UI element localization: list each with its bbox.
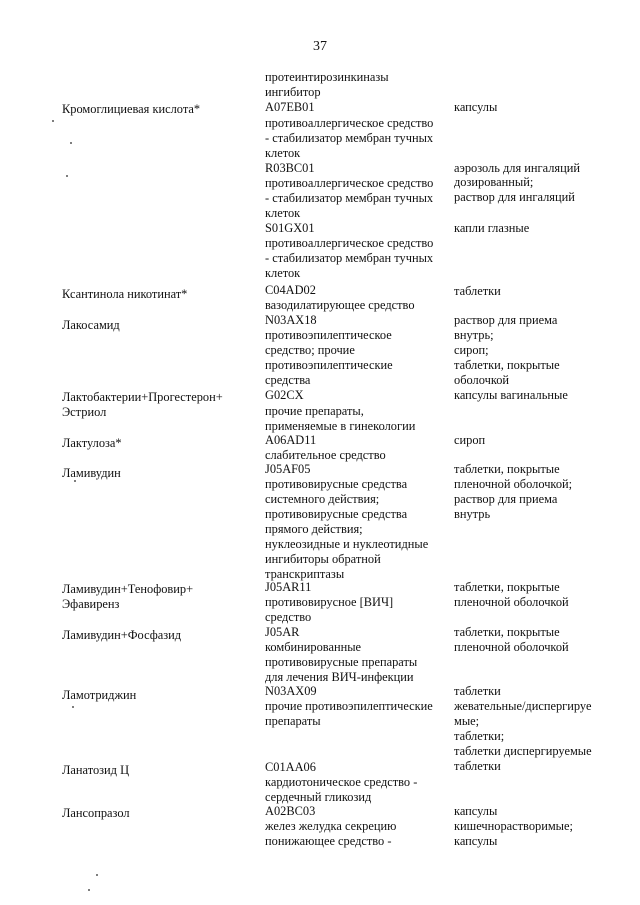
pharmacological-group: препараты <box>265 714 321 728</box>
atc-code: J05AR11 <box>265 580 312 594</box>
dosage-form: мые; <box>454 714 480 728</box>
drug-name: Ксантинола никотинат* <box>62 287 188 301</box>
dosage-form: дозированный; <box>454 175 534 189</box>
dosage-form: внутрь; <box>454 328 494 342</box>
pharmacological-group: средства <box>265 373 311 387</box>
dosage-form: капсулы <box>454 100 498 114</box>
pharmacological-group: противоаллергическое средство <box>265 176 434 190</box>
atc-code: A02BC03 <box>265 804 316 818</box>
pharmacological-group: клеток <box>265 206 301 220</box>
page-number: 37 <box>313 39 327 54</box>
atc-code: J05AF05 <box>265 462 311 476</box>
pharmacological-group: противоаллергическое средство <box>265 236 434 250</box>
drug-name: Ламивудин+Тенофовир+ <box>62 582 194 596</box>
pharmacological-group: противоэпилептическое <box>265 328 392 342</box>
pharmacological-group: прямого действия; <box>265 522 363 536</box>
atc-code: C01AA06 <box>265 760 316 774</box>
atc-code: A07EB01 <box>265 100 315 114</box>
dosage-form: жевательные/диспергируе <box>454 699 592 713</box>
pharmacological-group: противоэпилептические <box>265 358 393 372</box>
drug-name: Лансопразол <box>62 806 130 820</box>
pharmacological-group: противовирусные средства <box>265 507 408 521</box>
drug-name: Лактулоза* <box>62 436 122 450</box>
dosage-form: раствор для ингаляций <box>454 190 575 204</box>
atc-code: J05AR <box>265 625 300 639</box>
pharmacological-group: кардиотоническое средство - <box>265 775 418 789</box>
dosage-form: таблетки <box>454 684 501 698</box>
atc-code: N03AX18 <box>265 313 317 327</box>
atc-code: A06AD11 <box>265 433 317 447</box>
pharmacological-group: противовирусное [ВИЧ] <box>265 595 394 609</box>
dosage-form: таблетки, покрытые <box>454 358 560 372</box>
dosage-form: таблетки; <box>454 729 505 743</box>
pharmacological-group: противоаллергическое средство <box>265 116 434 130</box>
dosage-form: пленочной оболочкой <box>454 640 569 654</box>
pharmacological-group: клеток <box>265 146 301 160</box>
pharmacological-group: сердечный гликозид <box>265 790 372 804</box>
pharmacological-group: - стабилизатор мембран тучных <box>265 131 434 145</box>
pharmacological-group: применяемые в гинекологии <box>265 419 416 433</box>
drug-name: Кромоглициевая кислота* <box>62 102 201 116</box>
dosage-form: сироп; <box>454 343 489 357</box>
dosage-form: таблетки <box>454 759 501 773</box>
dosage-form: таблетки <box>454 284 501 298</box>
drug-name: Лакосамид <box>62 318 120 332</box>
pharmacological-group: прочие препараты, <box>265 404 364 418</box>
drug-name: Ламотриджин <box>62 688 137 702</box>
pharmacological-group: клеток <box>265 266 301 280</box>
scan-speck <box>96 874 98 876</box>
dosage-form: капсулы <box>454 804 498 818</box>
drug-name: Лактобактерии+Прогестерон+ <box>62 390 223 404</box>
atc-code: R03BC01 <box>265 161 315 175</box>
dosage-form: капли глазные <box>454 221 530 235</box>
dosage-form: оболочкой <box>454 373 510 387</box>
dosage-form: капсулы вагинальные <box>454 388 568 402</box>
continuation-line: ингибитор <box>265 85 321 99</box>
dosage-form: таблетки, покрытые <box>454 580 560 594</box>
dosage-form: внутрь <box>454 507 491 521</box>
dosage-form: капсулы <box>454 834 498 848</box>
dosage-form: таблетки диспергируемые <box>454 744 592 758</box>
pharmacological-group: системного действия; <box>265 492 380 506</box>
drug-name: Ламивудин <box>62 466 121 480</box>
atc-code: C04AD02 <box>265 283 316 297</box>
pharmacological-group: понижающее средство - <box>265 834 392 848</box>
pharmacological-group: средство <box>265 610 312 624</box>
continuation-line: протеинтирозинкиназы <box>265 70 389 84</box>
scan-speck <box>66 175 68 177</box>
atc-code: N03AX09 <box>265 684 317 698</box>
pharmacological-group: желез желудка секрецию <box>265 819 397 833</box>
dosage-form: пленочной оболочкой; <box>454 477 573 491</box>
scan-speck <box>52 120 54 122</box>
drug-name: Эстриол <box>62 405 107 419</box>
drug-name: Ланатозид Ц <box>62 763 130 777</box>
pharmacological-group: вазодилатирующее средство <box>265 298 415 312</box>
dosage-form: раствор для приема <box>454 492 558 506</box>
scan-speck <box>74 480 76 482</box>
drug-name: Ламивудин+Фосфазид <box>62 628 182 642</box>
pharmacological-group: противовирусные средства <box>265 477 408 491</box>
dosage-form: кишечнорастворимые; <box>454 819 573 833</box>
dosage-form: раствор для приема <box>454 313 558 327</box>
dosage-form: таблетки, покрытые <box>454 625 560 639</box>
pharmacological-group: прочие противоэпилептические <box>265 699 433 713</box>
drug-name: Эфавиренз <box>62 597 120 611</box>
pharmacological-group: комбинированные <box>265 640 362 654</box>
scan-speck <box>88 889 90 891</box>
atc-code: G02CX <box>265 388 304 402</box>
pharmacological-group: для лечения ВИЧ-инфекции <box>265 670 414 684</box>
dosage-form: пленочной оболочкой <box>454 595 569 609</box>
scan-speck <box>70 142 72 144</box>
scan-speck <box>72 706 74 708</box>
pharmacological-group: ингибиторы обратной <box>265 552 381 566</box>
pharmacological-group: противовирусные препараты <box>265 655 418 669</box>
dosage-form: сироп <box>454 433 486 447</box>
pharmacological-group: транскриптазы <box>265 567 345 581</box>
pharmacological-group: слабительное средство <box>265 448 386 462</box>
dosage-form: таблетки, покрытые <box>454 462 560 476</box>
pharmacological-group: - стабилизатор мембран тучных <box>265 191 434 205</box>
pharmacological-group: нуклеозидные и нуклеотидные <box>265 537 429 551</box>
dosage-form: аэрозоль для ингаляций <box>454 161 581 175</box>
pharmacological-group: средство; прочие <box>265 343 355 357</box>
pharmacological-group: - стабилизатор мембран тучных <box>265 251 434 265</box>
atc-code: S01GX01 <box>265 221 315 235</box>
